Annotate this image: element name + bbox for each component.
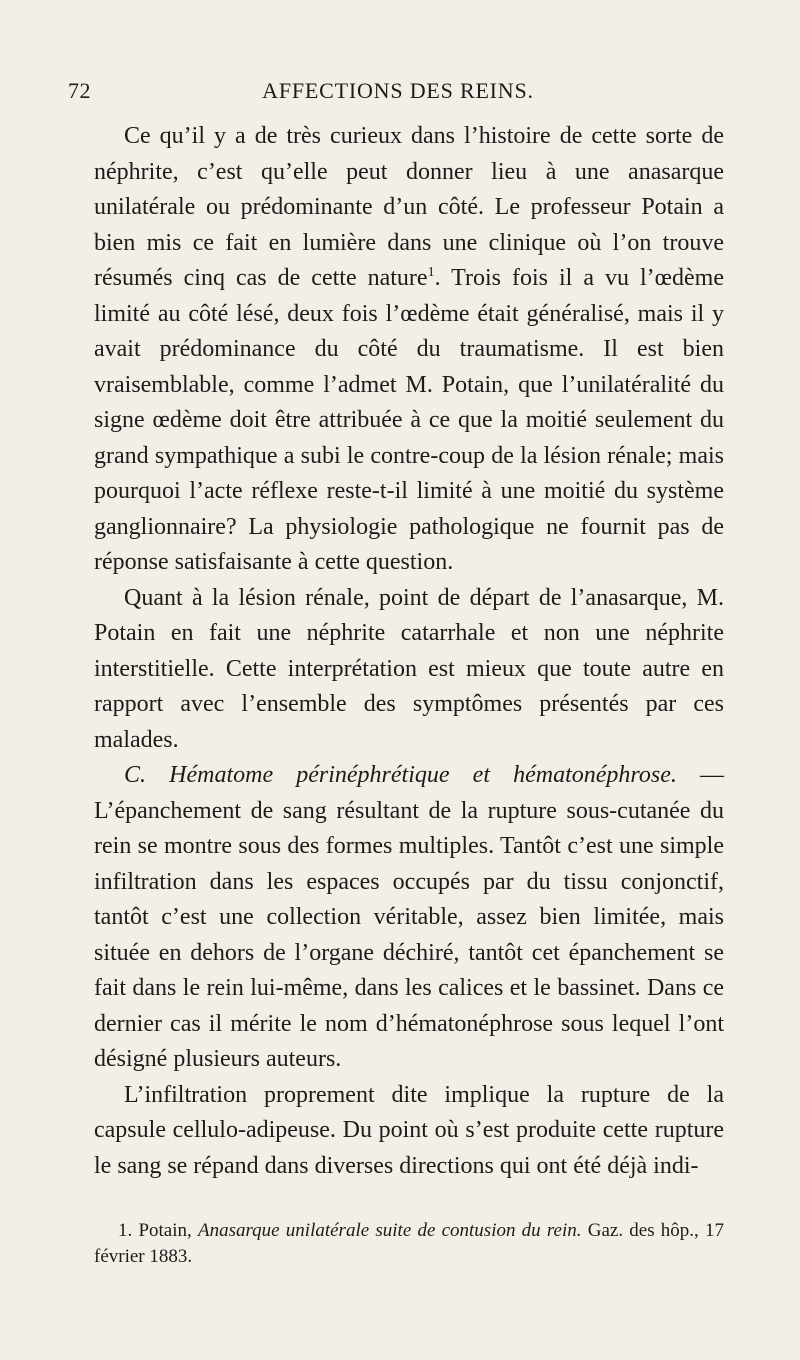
section-heading: C. Hématome périnéphrétique et hématonéphrose. [124,762,677,788]
paragraph [94,119,724,581]
paragraph: Quant à la lésion rénale, point de départ de l’anasarque, M. Potain en fait une néphrite catarrhale et non une néphrite interstitielle. Cette interprétation est mieux que toute autre en rapport avec l’ensemble des symptômes présentés par ces malades. [94,584,724,753]
footnote [94,1218,724,1270]
paragraph: L’infiltration proprement dite implique la rupture de la capsule cellulo-adipeuse. Du point où s’est produite cette rupture le sang se répand dans diverses directions qui ont été déjà indi- [94,1081,724,1179]
running-title: AFFECTIONS DES REINS. [262,78,534,103]
paragraph-text: — L’épanchement de sang résultant de la rupture sous-cutanée du rein se montre sous des formes multiples. Tantôt c’est une simple infiltration dans les espaces occupés par du tissu conjonctif, tantôt c’est une collection véritable, assez bien limitée, mais située en dehors de l’organe déchiré, tantôt cet épanchement se fait dans le rein lui-même, dans les calices et le bassinet. Dans ce dernier cas il mérite le nom d’hématonéphrose sous lequel l’ont désigné plusieurs auteurs. [94,762,725,1072]
body-text [94,119,724,1184]
footnote-source: Gaz. des hôp., 17 février 1883. [94,1220,724,1267]
page-header [68,78,728,108]
paragraph-text: . Trois fois il a vu l’œdème limité au côté lésé, deux fois l’œdème était généralisé, mais il y avait prédominance du côté du traumatisme. Il est bien vraisemblable, comme l’admet M. Potain, que l’unilatéralité du signe œdème doit être attribuée à ce que la moitié seulement du grand sympathique a subi le contre-coup de la lésion rénale; mais pourquoi l’acte réflexe reste-t-il limité à une moitié du système ganglionnaire? La physiologie pathologique ne fournit pas de réponse satisfaisante à cette question. [94,265,724,575]
footnote-marker: 1. Potain, [118,1220,198,1241]
page-number: 72 [68,78,91,103]
footnote-title: Anasarque unilatérale suite de contusion du rein. [197,1220,582,1241]
paragraph-text: Ce qu’il y a de très curieux dans l’histoire de cette sorte de néphrite, c’est qu’elle peut donner lieu à une anasarque unilatérale ou prédominante d’un côté. Le professeur Potain a bien mis ce fait en lumière dans une clinique où l’on trouve résumés cinq cas de cette nature [94,123,724,291]
paragraph [94,758,724,1078]
footnote-reference[interactable]: 1 [427,265,435,280]
